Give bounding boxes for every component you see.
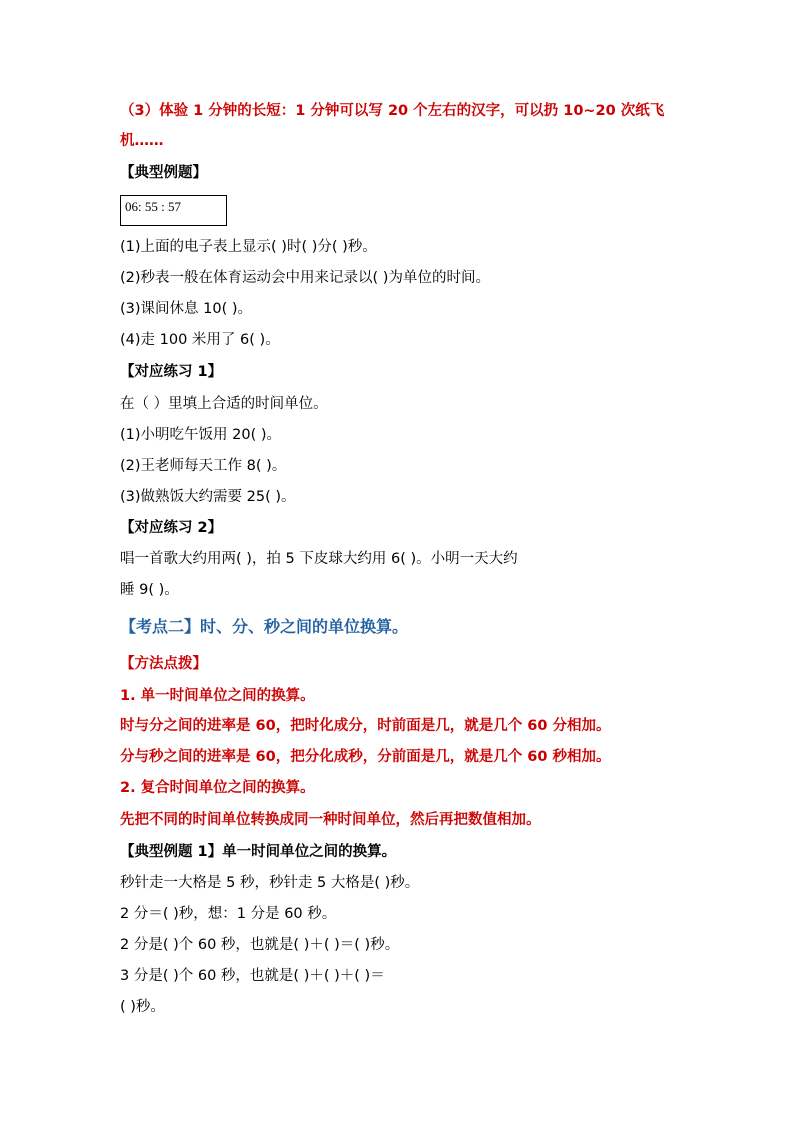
example-question-3: (3)课间休息 10( )。 bbox=[120, 301, 253, 317]
method-step-1: 1. 单一时间单位之间的换算。 bbox=[120, 688, 315, 704]
practice1-question-3: (3)做熟饭大约需要 25( )。 bbox=[120, 489, 296, 505]
example-question-1: (1)上面的电子表上显示( )时( )分( )秒。 bbox=[120, 239, 377, 255]
example2-line-2: 2 分＝( )秒，想：1 分是 60 秒。 bbox=[120, 906, 337, 922]
method-step-2a: 先把不同的时间单位转换成同一种时间单位，然后再把数值相加。 bbox=[120, 812, 541, 828]
example2-line-3: 2 分是( )个 60 秒，也就是( )＋( )＝( )秒。 bbox=[120, 937, 400, 953]
point2-heading: 【考点二】时、分、秒之间的单位换算。 bbox=[120, 617, 409, 636]
practice1-heading: 【对应练习 1】 bbox=[120, 364, 223, 380]
practice1-intro: 在（ ）里填上合适的时间单位。 bbox=[120, 396, 328, 412]
example2-line-5: ( )秒。 bbox=[120, 999, 165, 1015]
intro-line-1: （3）体验 1 分钟的长短：1 分钟可以写 20 个左右的汉字，可以扔 10~20 次纸飞 bbox=[120, 103, 665, 119]
method-step-2: 2. 复合时间单位之间的换算。 bbox=[120, 780, 315, 796]
example2-line-1: 秒针走一大格是 5 秒，秒针走 5 大格是( )秒。 bbox=[120, 875, 420, 891]
example2-line-4: 3 分是( )个 60 秒，也就是( )＋( )＋( )＝ bbox=[120, 968, 385, 984]
practice1-question-1: (1)小明吃午饭用 20( )。 bbox=[120, 427, 282, 443]
example-question-2: (2)秒表一般在体育运动会中用来记录以( )为单位的时间。 bbox=[120, 270, 490, 286]
example-heading: 【典型例题】 bbox=[120, 165, 207, 181]
method-heading: 【方法点拨】 bbox=[120, 656, 207, 672]
practice2-line-2: 睡 9( )。 bbox=[120, 582, 179, 598]
practice1-question-2: (2)王老师每天工作 8( )。 bbox=[120, 458, 287, 474]
example2-heading: 【典型例题 1】单一时间单位之间的换算。 bbox=[120, 844, 397, 860]
intro-line-2: 机…… bbox=[120, 133, 164, 149]
practice2-heading: 【对应练习 2】 bbox=[120, 520, 223, 536]
method-step-1b: 分与秒之间的进率是 60，把分化成秒，分前面是几，就是几个 60 秒相加。 bbox=[120, 749, 611, 765]
method-step-1a: 时与分之间的进率是 60，把时化成分，时前面是几，就是几个 60 分相加。 bbox=[120, 718, 611, 734]
practice2-line-1: 唱一首歌大约用两( )，拍 5 下皮球大约用 6( )。小明一天大约 bbox=[120, 551, 518, 567]
example-question-4: (4)走 100 米用了 6( )。 bbox=[120, 332, 280, 348]
digital-clock-display: 06: 55 : 57 bbox=[120, 195, 227, 226]
